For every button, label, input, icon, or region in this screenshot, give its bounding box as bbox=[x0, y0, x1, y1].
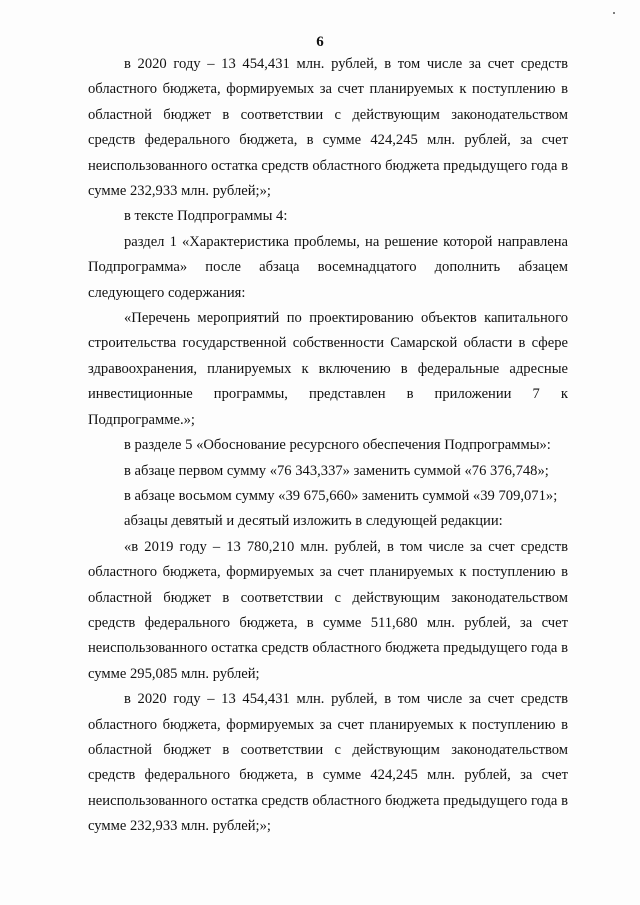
paragraph-2019-funding: «в 2019 году – 13 780,210 млн. рублей, в том числе за счет средств областного бюджета, формируемых за счет планируемых к поступлению в областной бюджет в соответствии с действующим законодательством средств федерального бюджета, в сумме 511,680 млн. рублей, за счет неиспользованного остатка средств областного бюджета предыдущего года в сумме 295,085 млн. рублей; bbox=[88, 538, 568, 682]
paragraph-section-1-amendment: раздел 1 «Характеристика проблемы, на решение которой направлена Подпрограмма» после абзаца восемнадцатого дополнить абзацем следующего содержания: bbox=[88, 233, 568, 301]
scan-speck bbox=[613, 12, 615, 14]
paragraph-2020-funding-a: в 2020 году – 13 454,431 млн. рублей, в том числе за счет средств областного бюджета, формируемых за счет планируемых к поступлению в областной бюджет в соответствии с действующим законодательством средств федерального бюджета, в сумме 424,245 млн. рублей, за счет неиспользованного остатка средств областного бюджета предыдущего года в сумме 232,933 млн. рублей;»; bbox=[88, 56, 568, 200]
paragraph-ninth-tenth-intro: абзацы девятый и десятый изложить в следующей редакции: bbox=[124, 513, 503, 530]
paragraph-first-abzac-change: в абзаце первом сумму «76 343,337» заменить суммой «76 376,748»; bbox=[124, 462, 549, 479]
paragraph-section-5-intro: в разделе 5 «Обоснование ресурсного обеспечения Подпрограммы»: bbox=[124, 437, 551, 454]
paragraph-measures-list-quote: «Перечень мероприятий по проектированию объектов капитального строительства государственной собственности Самарской области в сфере здравоохранения, планируемых к включению в федеральные адресные инвестиционные программы, представлен в приложении 7 к Подпрограмме.»; bbox=[88, 310, 568, 428]
paragraph-subprogram-4-intro: в тексте Подпрограммы 4: bbox=[124, 208, 288, 225]
paragraph-eighth-abzac-change: в абзаце восьмом сумму «39 675,660» заменить суммой «39 709,071»; bbox=[124, 487, 558, 504]
page-number: 6 bbox=[316, 34, 324, 50]
paragraph-2020-funding-b: в 2020 году – 13 454,431 млн. рублей, в том числе за счет средств областного бюджета, формируемых за счет планируемых к поступлению в областной бюджет в соответствии с действующим законодательством средств федерального бюджета, в сумме 424,245 млн. рублей, за счет неиспользованного остатка средств областного бюджета предыдущего года в сумме 232,933 млн. рублей;»; bbox=[88, 691, 568, 835]
document-body bbox=[88, 52, 568, 840]
